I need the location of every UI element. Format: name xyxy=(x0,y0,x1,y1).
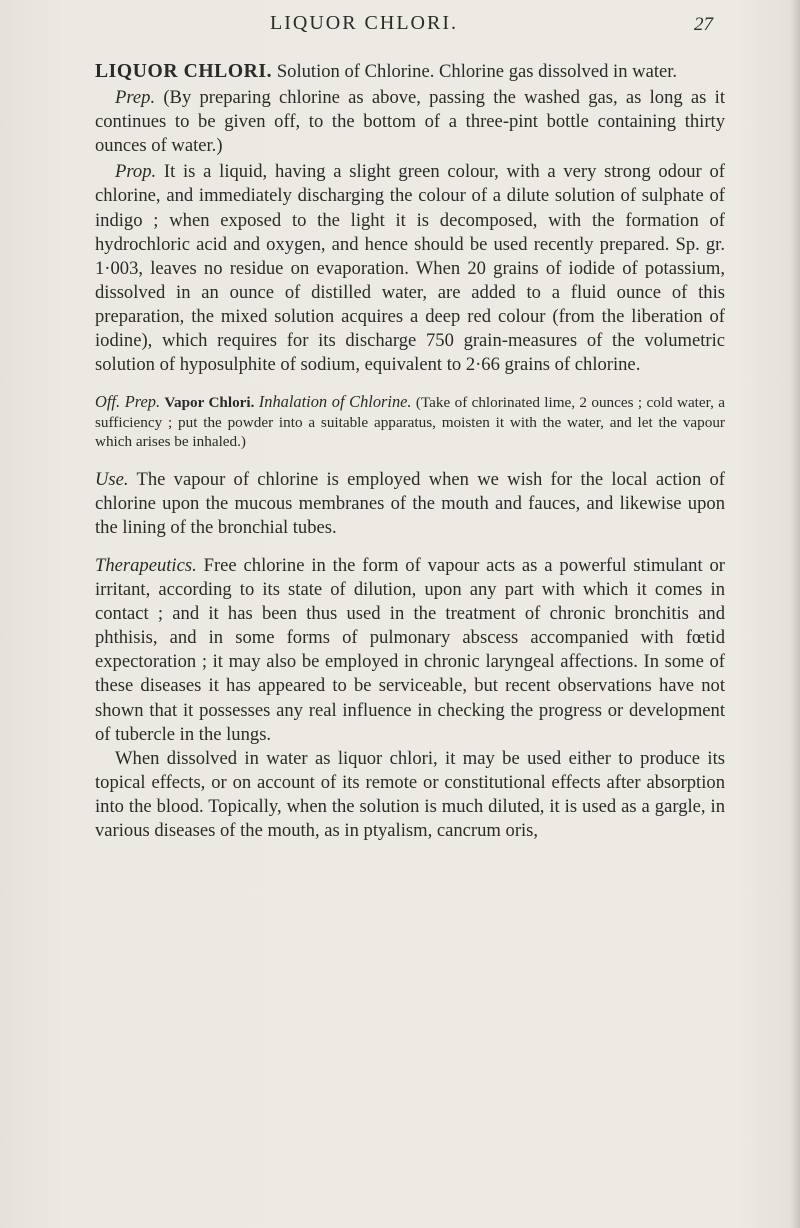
off-prep-name: Vapor Chlori. xyxy=(164,394,255,412)
entry-title: LIQUOR CHLORI. xyxy=(95,61,273,82)
therapeutics-label: Therapeutics. xyxy=(95,555,197,576)
prep-label: Prep. xyxy=(115,87,156,109)
therapeutics-text: Free chlorine in the form of vapour acts as a powerful stimulant or irritant, according to its state of dilution, upon any part with which it comes in contact ; and it has been thus used in the treatment of chronic bronchitis and phthisis, and in some forms of pulmonary abscess accompanied with fœtid expectoration ; it may also be employed in chronic laryngeal affections. In some of these diseases it has appeared to be serviceable, but recent observations have not shown that it possesses any real influence in checking the progress or development of tubercle in the lungs. xyxy=(95,555,725,745)
off-prep-paragraph xyxy=(95,392,725,452)
off-prep-translation: Inhalation of Chlorine. xyxy=(258,392,412,412)
page-body xyxy=(95,60,725,843)
off-prep-label: Off. Prep. xyxy=(95,392,161,412)
entry-definition: Solution of Chlorine. Chlorine gas dissolved in water. xyxy=(276,61,678,82)
use-paragraph xyxy=(95,468,725,540)
entry-heading-paragraph xyxy=(95,60,725,84)
prep-paragraph xyxy=(95,86,725,158)
therapeutics-paragraph xyxy=(95,554,725,747)
use-text: The vapour of chlorine is employed when we wish for the local action of chlorine upon the mucous membranes of the mouth and fauces, and likewise upon the lining of the bronchial tubes. xyxy=(95,468,725,538)
use-label: Use. xyxy=(95,468,129,490)
page-header xyxy=(0,12,800,42)
prop-text: It is a liquid, having a slight green colour, with a very strong odour of chlorine, and immediately discharging the colour of a dilute solution of sulphate of indigo ; when exposed to the light it is decomposed, with the formation of hydrochloric acid and oxygen, and hence should be used recently prepared. Sp. gr. 1·003, leaves no residue on evaporation. When 20 grains of iodide of potassium, dissolved in an ounce of distilled water, are added to a fluid ounce of this preparation, the mixed solution acquires a deep red colour (from the liberation of iodine), which requires for its discharge 750 grain-measures of the volumetric solution of hyposulphite of sodium, equivalent to 2·66 grains of chlorine. xyxy=(95,161,725,376)
off-prep-text: (Take of chlorinated lime, 2 ounces ; cold water, a sufficiency ; put the powder into a suitable apparatus, moisten it with the water, and let the vapour which arises be inhaled.) xyxy=(95,394,725,451)
therapeutics-paragraph-2 xyxy=(95,747,725,843)
running-head: LIQUOR CHLORI. xyxy=(270,12,458,34)
prop-paragraph xyxy=(95,160,725,377)
page-gutter-shadow xyxy=(790,0,800,1228)
prep-text: (By preparing chlorine as above, passing the washed gas, as long as it continues to be given off, to the bottom of a three-pint bottle containing thirty ounces of water.) xyxy=(95,87,725,157)
prop-label: Prop. xyxy=(115,161,157,183)
therapeutics-text-2: When dissolved in water as liquor chlori, it may be used either to produce its topical effects, or on account of its remote or constitutional effects after absorption into the blood. Topically, when the solution is much diluted, it is used as a gargle, in various diseases of the mouth, as in ptyalism, cancrum oris, xyxy=(95,747,725,842)
page-number: 27 xyxy=(694,14,713,35)
